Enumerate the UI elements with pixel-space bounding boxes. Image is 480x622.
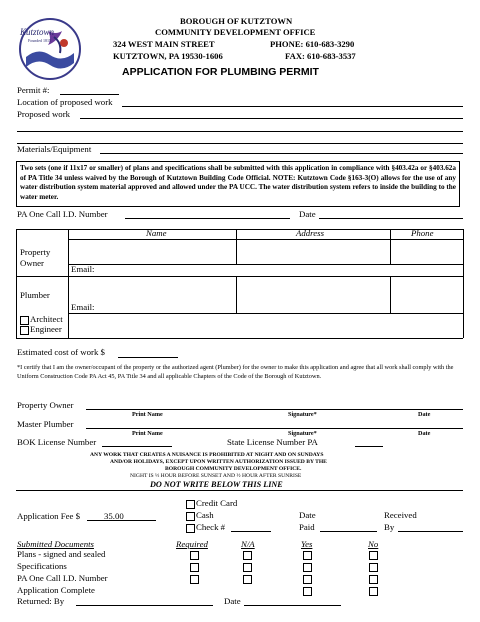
proposed-work-label: Proposed work bbox=[17, 109, 71, 119]
owner-email-label: Email: bbox=[71, 264, 95, 274]
cash-checkbox[interactable] bbox=[186, 512, 195, 521]
plumber-print-name-caption: Print Name bbox=[132, 430, 163, 437]
onecall-no-checkbox[interactable] bbox=[369, 575, 378, 584]
complete-yes-checkbox[interactable] bbox=[303, 587, 312, 596]
received-by-field[interactable] bbox=[398, 531, 463, 532]
plumber-signature-line[interactable] bbox=[86, 428, 463, 429]
bok-license-field[interactable] bbox=[102, 446, 172, 447]
nuisance-line-4: NIGHT IS ½ HOUR BEFORE SUNSET AND ½ HOUR AFTER SUNRISE bbox=[130, 473, 302, 479]
page-title: APPLICATION FOR PLUMBING PERMIT bbox=[122, 66, 319, 78]
credit-card-label: Credit Card bbox=[196, 498, 238, 508]
master-plumber-label: Master Plumber bbox=[17, 419, 74, 429]
onecall-required-checkbox[interactable] bbox=[190, 575, 199, 584]
logo-subtext: Founded 1815 bbox=[28, 38, 51, 43]
engineer-label: Engineer bbox=[30, 324, 62, 334]
contacts-left-border bbox=[16, 229, 17, 338]
plans-notice-text: Two sets (one if 11x17 or smaller) of plans and specifications shall be submitted with this application in compliance with §403.42a or §403.62a of PA Title 34 unless waived by the Borough of Kutztown Building Code Official. NOTE: Kutztown Code §163-3(O) allows for the use of any water distribution system material approved and allowed under the PA UCC. The water distribution system refers to inside the building to the water meter. bbox=[20, 164, 456, 201]
received-by-label: By bbox=[384, 522, 395, 532]
permit-field[interactable] bbox=[60, 94, 119, 95]
office-date-label: Date bbox=[299, 510, 316, 520]
plans-na-checkbox[interactable] bbox=[243, 551, 252, 560]
property-owner-sig-label: Property Owner bbox=[17, 400, 74, 410]
complete-no-checkbox[interactable] bbox=[369, 587, 378, 596]
org-name: BOROUGH OF KUTZTOWN bbox=[180, 16, 293, 26]
property-owner-label: Property bbox=[20, 247, 51, 257]
proposed-work-field[interactable] bbox=[80, 118, 463, 119]
org-address: 324 WEST MAIN STREET bbox=[113, 39, 215, 49]
contacts-row-divider bbox=[16, 276, 463, 277]
returned-date-label: Date bbox=[224, 596, 241, 606]
owner-signature-line[interactable] bbox=[86, 409, 463, 410]
yes-header: Yes bbox=[301, 539, 313, 549]
materials-label: Materials/Equipment bbox=[17, 144, 92, 154]
nuisance-line-1: ANY WORK THAT CREATES A NUISANCE IS PROHIBITED AT NIGHT AND ON SUNDAYS bbox=[90, 452, 324, 458]
contacts-address-col-2 bbox=[236, 276, 237, 313]
plans-required-checkbox[interactable] bbox=[190, 551, 199, 560]
do-not-write-rule bbox=[16, 490, 463, 491]
plans-notice-box bbox=[16, 161, 460, 207]
contacts-table-top bbox=[16, 229, 463, 230]
office-paid-field[interactable] bbox=[320, 531, 377, 532]
plumber-date-caption: Date bbox=[418, 430, 431, 437]
returned-by-field[interactable] bbox=[76, 605, 213, 606]
nuisance-line-2: AND/OR HOLIDAYS, EXCEPT UPON WRITTEN AUTHORIZATION ISSUED BY THE bbox=[110, 459, 327, 465]
returned-by-label: Returned: By bbox=[17, 596, 65, 606]
check-label: Check # bbox=[196, 522, 226, 532]
location-label: Location of proposed work bbox=[17, 97, 113, 107]
proposed-work-field-2[interactable] bbox=[17, 131, 463, 132]
returned-date-field[interactable] bbox=[244, 605, 341, 606]
col-phone: Phone bbox=[411, 228, 434, 238]
plumber-signature-caption: Signature* bbox=[288, 430, 317, 437]
certification-text: *I certify that I am the owner/occupant of the property or the authorized agent (Plumber) for the owner to make this application and agree that all work shall comply with the Uniform Construction Code PA Act 45, PA Title 34 and all applicable Chapters of the Code of the Borough of Kutztown. bbox=[17, 364, 454, 380]
location-field[interactable] bbox=[122, 106, 463, 107]
col-name: Name bbox=[146, 228, 167, 238]
architect-label: Architect bbox=[30, 314, 63, 324]
nuisance-line-3: BOROUGH COMMUNITY DEVELOPMENT OFFICE. bbox=[165, 466, 302, 472]
owner-signature-caption: Signature* bbox=[288, 411, 317, 418]
cash-label: Cash bbox=[196, 510, 214, 520]
state-license-label: State License Number PA bbox=[227, 437, 318, 447]
na-header: N/A bbox=[241, 539, 255, 549]
check-checkbox[interactable] bbox=[186, 524, 195, 533]
application-fee-line bbox=[87, 520, 156, 521]
borough-logo bbox=[18, 17, 82, 81]
owner-date-caption: Date bbox=[418, 411, 431, 418]
check-number-field[interactable] bbox=[231, 531, 271, 532]
logo-text: Kutztown bbox=[20, 27, 55, 37]
no-header: No bbox=[368, 539, 379, 549]
plans-no-checkbox[interactable] bbox=[369, 551, 378, 560]
documents-header: Submitted Documents bbox=[17, 539, 94, 549]
col-address: Address bbox=[296, 228, 325, 238]
one-call-date-label: Date bbox=[299, 209, 316, 219]
org-city: KUTZTOWN, PA 19530-1606 bbox=[113, 51, 223, 61]
property-owner-label-2: Owner bbox=[20, 258, 44, 268]
contacts-phone-col-1 bbox=[390, 229, 391, 264]
one-call-date-field[interactable] bbox=[319, 218, 463, 219]
owner-email-line bbox=[68, 264, 463, 265]
required-header: Required bbox=[176, 539, 208, 549]
engineer-checkbox[interactable] bbox=[20, 326, 29, 335]
materials-field[interactable] bbox=[100, 153, 463, 154]
specs-required-checkbox[interactable] bbox=[190, 563, 199, 572]
contacts-header-line bbox=[68, 239, 463, 240]
doc-item-plans: Plans - signed and sealed bbox=[17, 549, 106, 559]
contacts-phone-col-2 bbox=[390, 276, 391, 313]
state-license-field[interactable] bbox=[355, 446, 383, 447]
contacts-name-col bbox=[68, 229, 69, 338]
org-fax: FAX: 610-683-3537 bbox=[285, 51, 356, 61]
credit-card-checkbox[interactable] bbox=[186, 500, 195, 509]
owner-print-name-caption: Print Name bbox=[132, 411, 163, 418]
one-call-field[interactable] bbox=[125, 218, 290, 219]
architect-checkbox[interactable] bbox=[20, 316, 29, 325]
permit-label: Permit #: bbox=[17, 85, 50, 95]
application-fee-label: Application Fee $ bbox=[17, 511, 81, 521]
plumber-email-line bbox=[68, 313, 463, 314]
office-paid-label: Paid bbox=[299, 522, 315, 532]
specs-yes-checkbox[interactable] bbox=[303, 563, 312, 572]
org-phone: PHONE: 610-683-3290 bbox=[270, 39, 355, 49]
do-not-write-label: DO NOT WRITE BELOW THIS LINE bbox=[150, 480, 283, 489]
doc-item-one-call: PA One Call I.D. Number bbox=[17, 573, 108, 583]
doc-item-specifications: Specifications bbox=[17, 561, 67, 571]
one-call-label: PA One Call I.D. Number bbox=[17, 209, 108, 219]
plumber-email-label: Email: bbox=[71, 302, 95, 312]
onecall-na-checkbox[interactable] bbox=[243, 575, 252, 584]
plans-yes-checkbox[interactable] bbox=[303, 551, 312, 560]
contacts-table-bottom bbox=[16, 338, 463, 339]
contacts-address-col-1 bbox=[236, 229, 237, 264]
bok-license-label: BOK License Number bbox=[17, 437, 97, 447]
specs-no-checkbox[interactable] bbox=[369, 563, 378, 572]
org-office: COMMUNITY DEVELOPMENT OFFICE bbox=[155, 27, 316, 37]
cost-label: Estimated cost of work $ bbox=[17, 347, 105, 357]
doc-item-complete: Application Complete bbox=[17, 585, 95, 595]
cost-field[interactable] bbox=[118, 357, 178, 358]
specs-na-checkbox[interactable] bbox=[243, 563, 252, 572]
received-label: Received bbox=[384, 510, 417, 520]
application-fee-value: 35.00 bbox=[104, 511, 124, 521]
plumber-label: Plumber bbox=[20, 290, 50, 300]
onecall-yes-checkbox[interactable] bbox=[303, 575, 312, 584]
contacts-right-border bbox=[463, 229, 464, 338]
